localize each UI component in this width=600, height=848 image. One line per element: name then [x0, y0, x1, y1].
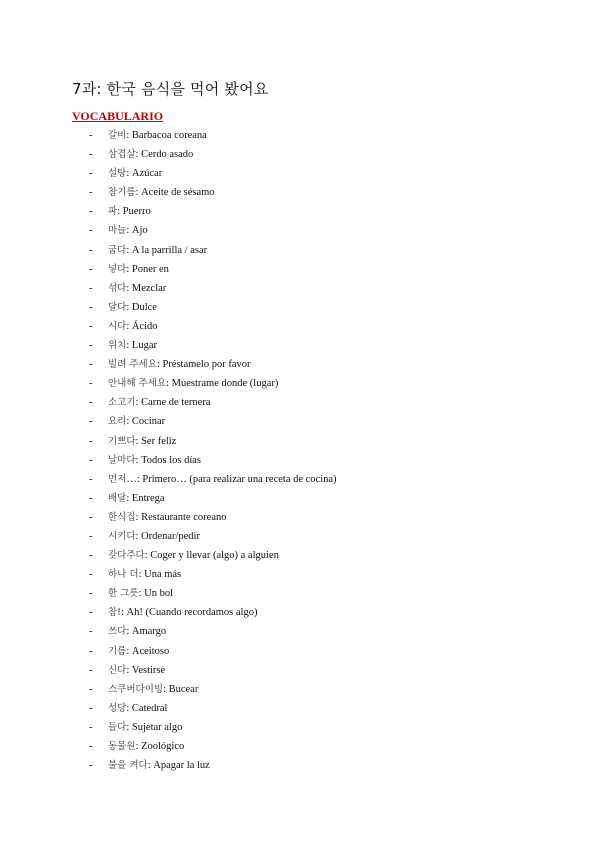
vocab-entry	[108, 221, 148, 240]
list-bullet: -	[89, 130, 93, 141]
korean-term: 한식집	[108, 511, 136, 523]
vocab-entry	[108, 565, 181, 584]
vocab-entry	[108, 241, 207, 260]
korean-term: 쓰다	[108, 626, 127, 638]
vocab-entry	[108, 317, 158, 336]
vocab-entry	[108, 432, 176, 451]
vocab-entry	[108, 412, 165, 431]
korean-term: 날마다	[108, 454, 136, 466]
spanish-translation: : Catedral	[126, 702, 168, 714]
spanish-translation: : Coger y llevar (algo) a alguien	[144, 550, 279, 562]
lesson-title: 7과: 한국 음식을 먹어 봤어요	[72, 80, 269, 98]
korean-term: 요리	[108, 416, 127, 428]
korean-term: 기름	[108, 645, 127, 657]
vocab-entry	[108, 699, 167, 718]
list-bullet: -	[89, 607, 93, 619]
vocab-entry	[108, 508, 227, 527]
list-bullet: -	[89, 263, 93, 275]
korean-term: 참!	[108, 607, 121, 619]
list-bullet: -	[89, 320, 93, 332]
korean-term: 갈비	[108, 130, 127, 141]
list-bullet: -	[89, 435, 93, 447]
spanish-translation: : Dulce	[126, 301, 157, 313]
list-bullet: -	[89, 664, 93, 676]
list-bullet: -	[89, 168, 93, 180]
vocab-entry	[108, 489, 165, 508]
vocab-entry	[108, 642, 169, 661]
list-bullet: -	[89, 741, 93, 752]
vocab-entry	[108, 298, 157, 317]
list-bullet: -	[89, 492, 93, 504]
list-bullet: -	[89, 511, 93, 523]
spanish-translation: …: Primero… (para realizar una receta de cocina)	[126, 473, 337, 485]
list-bullet: -	[89, 721, 93, 733]
korean-term: 동물원	[108, 741, 136, 752]
vocab-entry	[108, 126, 207, 145]
spanish-translation: : Zoológico	[135, 741, 185, 752]
list-bullet: -	[89, 340, 93, 352]
korean-term: 참기름	[108, 187, 136, 199]
spanish-translation: : Mezclar	[126, 282, 167, 294]
vocab-entry	[108, 546, 279, 565]
spanish-translation: : Ordenar/pedir	[135, 530, 200, 542]
korean-term: 빌려 주세요	[108, 359, 157, 371]
vocab-entry	[108, 622, 166, 641]
list-bullet: -	[89, 397, 93, 409]
vocab-entry	[108, 661, 165, 680]
korean-term: 갖다주다	[108, 550, 145, 562]
korean-term: 삼겹살	[108, 149, 136, 161]
list-bullet: -	[89, 473, 93, 485]
spanish-translation: : Ajo	[126, 225, 148, 237]
spanish-translation: : Apagar la luz	[147, 760, 210, 772]
korean-term: 성당	[108, 702, 127, 714]
vocab-entry	[108, 470, 337, 489]
vocab-entry	[108, 164, 162, 183]
list-bullet: -	[89, 206, 93, 218]
spanish-translation: : Ser feliz	[135, 435, 177, 447]
korean-term: 섞다	[108, 282, 127, 294]
spanish-translation: : Bucear	[163, 683, 199, 695]
list-bullet: -	[89, 301, 93, 313]
list-bullet: -	[89, 645, 93, 657]
spanish-translation: : Aceite de sésamo	[135, 187, 215, 199]
list-bullet: -	[89, 378, 93, 390]
vocab-entry	[108, 584, 173, 603]
korean-term: 소고기	[108, 397, 136, 409]
vocab-entry	[108, 355, 251, 374]
list-bullet: -	[89, 187, 93, 199]
korean-term: 들다	[108, 721, 127, 733]
list-bullet: -	[89, 569, 93, 581]
korean-term: 시다	[108, 320, 127, 332]
spanish-translation: : Ácido	[126, 320, 158, 332]
spanish-translation: : Un bol	[138, 588, 173, 600]
spanish-translation: : Vestirse	[126, 664, 166, 676]
spanish-translation: : Entrega	[126, 492, 165, 504]
spanish-translation: : Ah! (Cuando recordamos algo)	[121, 607, 258, 619]
list-bullet: -	[89, 416, 93, 428]
korean-term: 시키다	[108, 530, 136, 542]
spanish-translation: : A la parrilla / asar	[126, 244, 208, 256]
korean-term: 파	[108, 206, 118, 218]
list-bullet: -	[89, 626, 93, 638]
korean-term: 하나 더	[108, 569, 139, 581]
korean-term: 불을 켜다	[108, 760, 148, 772]
vocab-entry	[108, 183, 215, 202]
korean-term: 넣다	[108, 263, 127, 275]
spanish-translation: : Puerro	[117, 206, 151, 218]
spanish-translation: : Restaurante coreano	[135, 511, 227, 523]
vocab-entry	[108, 737, 184, 756]
spanish-translation: : Carne de ternera	[135, 397, 211, 409]
list-bullet: -	[89, 550, 93, 562]
spanish-translation: : Lugar	[126, 340, 157, 352]
vocab-entry	[108, 603, 257, 622]
korean-term: 먼저	[108, 473, 127, 485]
spanish-translation: : Amargo	[126, 626, 167, 638]
korean-term: 설탕	[108, 168, 127, 180]
korean-term: 기쁘다	[108, 435, 136, 447]
korean-term: 위치	[108, 340, 127, 352]
list-bullet: -	[89, 683, 93, 695]
korean-term: 한 그릇	[108, 588, 139, 600]
vocab-entry	[108, 279, 166, 298]
list-bullet: -	[89, 244, 93, 256]
list-bullet: -	[89, 282, 93, 294]
korean-term: 굽다	[108, 244, 127, 256]
vocab-entry	[108, 756, 210, 775]
vocab-entry	[108, 336, 157, 355]
korean-term: 달다	[108, 301, 127, 313]
spanish-translation: : Aceitoso	[126, 645, 170, 657]
vocab-entry	[108, 202, 151, 221]
spanish-translation: : Muestrame donde (lugar)	[166, 378, 279, 390]
list-bullet: -	[89, 225, 93, 237]
spanish-translation: : Una más	[138, 569, 182, 581]
list-bullet: -	[89, 702, 93, 714]
spanish-translation: : Cocinar	[126, 416, 166, 428]
list-bullet: -	[89, 149, 93, 161]
spanish-translation: : Cerdo asado	[135, 149, 194, 161]
spanish-translation: : Sujetar algo	[126, 721, 183, 733]
list-bullet: -	[89, 454, 93, 466]
vocab-entry	[108, 393, 210, 412]
korean-term: 안내해 주세요	[108, 378, 167, 390]
korean-term: 배달	[108, 492, 127, 504]
korean-term: 마늘	[108, 225, 127, 237]
spanish-translation: : Barbacoa coreana	[126, 130, 207, 141]
vocab-entry	[108, 718, 182, 737]
vocab-entry	[108, 527, 200, 546]
spanish-translation: : Todos los días	[135, 454, 202, 466]
korean-term: 신다	[108, 664, 127, 676]
list-bullet: -	[89, 588, 93, 600]
spanish-translation: : Azúcar	[126, 168, 163, 180]
list-bullet: -	[89, 760, 93, 772]
list-bullet: -	[89, 359, 93, 371]
list-bullet: -	[89, 530, 93, 542]
vocab-entry	[108, 680, 198, 699]
section-heading: VOCABULARIO	[72, 109, 164, 123]
vocab-entry	[108, 374, 278, 393]
vocab-entry	[108, 451, 201, 470]
korean-term: 스쿠버다이빙	[108, 683, 164, 695]
vocab-entry	[108, 145, 193, 164]
spanish-translation: : Poner en	[126, 263, 169, 275]
spanish-translation: : Préstamelo por favor	[156, 359, 251, 371]
vocab-entry	[108, 260, 169, 279]
